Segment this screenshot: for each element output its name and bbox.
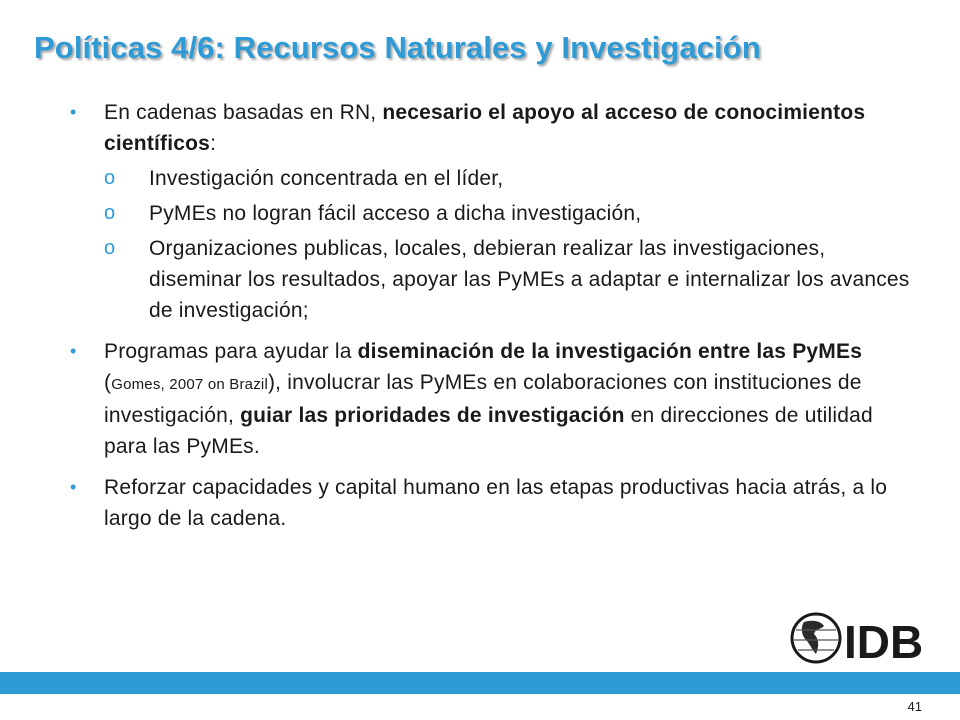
- sub-bullet-text-3: Organizaciones publicas, locales, debieran realizar las investigaciones, diseminar los resultados, apoyar las PyMEs a adaptar e internalizar los avances de investigación;: [149, 237, 910, 322]
- bullet-2-text-c: ), involucrar las PyMEs en colaboraciones con instituciones de investigación,: [104, 371, 862, 427]
- bullet-1-text-end: :: [210, 132, 217, 155]
- bullet-marker: •: [70, 477, 77, 497]
- bullet-item-2: [70, 336, 920, 462]
- bullet-2-text-b: (: [104, 371, 112, 394]
- slide-content: [70, 97, 920, 534]
- sub-bullet-text-1: Investigación concentrada en el líder,: [149, 167, 504, 190]
- bullet-marker: •: [70, 102, 77, 122]
- bullet-text-3: Reforzar capacidades y capital humano en las etapas productivas hacia atrás, a lo largo de la cadena.: [104, 476, 888, 530]
- bullet-item-1: [70, 97, 920, 326]
- sub-bullet-marker: o: [104, 202, 116, 224]
- bullet-marker: •: [70, 341, 77, 361]
- bullet-1-bold: necesario el apoyo al acceso de conocimientos científicos: [104, 101, 866, 155]
- sub-bullet-marker: o: [104, 167, 116, 189]
- bullet-text-1: [104, 97, 920, 159]
- bullet-2-bold-a: diseminación de la investigación entre las PyMEs: [357, 340, 863, 363]
- bullet-2-text-a: Programas para ayudar la: [104, 340, 358, 363]
- sub-list: [104, 163, 920, 326]
- page-number: 41: [907, 699, 922, 714]
- bullet-2-text-d: en direcciones de utilidad para las PyMEs.: [104, 404, 873, 458]
- globe-americas-icon: [790, 610, 930, 666]
- logo-text: IDB: [844, 616, 924, 666]
- sub-bullet-marker: o: [104, 237, 116, 259]
- sub-bullet-item-2: [104, 198, 920, 229]
- sub-bullet-item-3: [104, 233, 920, 326]
- citation: Gomes, 2007 on Brazil: [111, 376, 268, 393]
- footer-band: [0, 672, 960, 694]
- bullet-2-bold-b: guiar las prioridades de investigación: [240, 404, 625, 427]
- sub-bullet-item-1: [104, 163, 920, 194]
- sub-bullet-text-2: PyMEs no logran fácil acceso a dicha investigación,: [149, 202, 642, 225]
- bullet-1-text: En cadenas basadas en RN,: [104, 101, 383, 124]
- bullet-text-2: [104, 336, 920, 462]
- slide-title: Políticas 4/6: Recursos Naturales y Investigación: [34, 30, 761, 65]
- bullet-item-3: [70, 472, 920, 534]
- idb-logo: [790, 610, 930, 666]
